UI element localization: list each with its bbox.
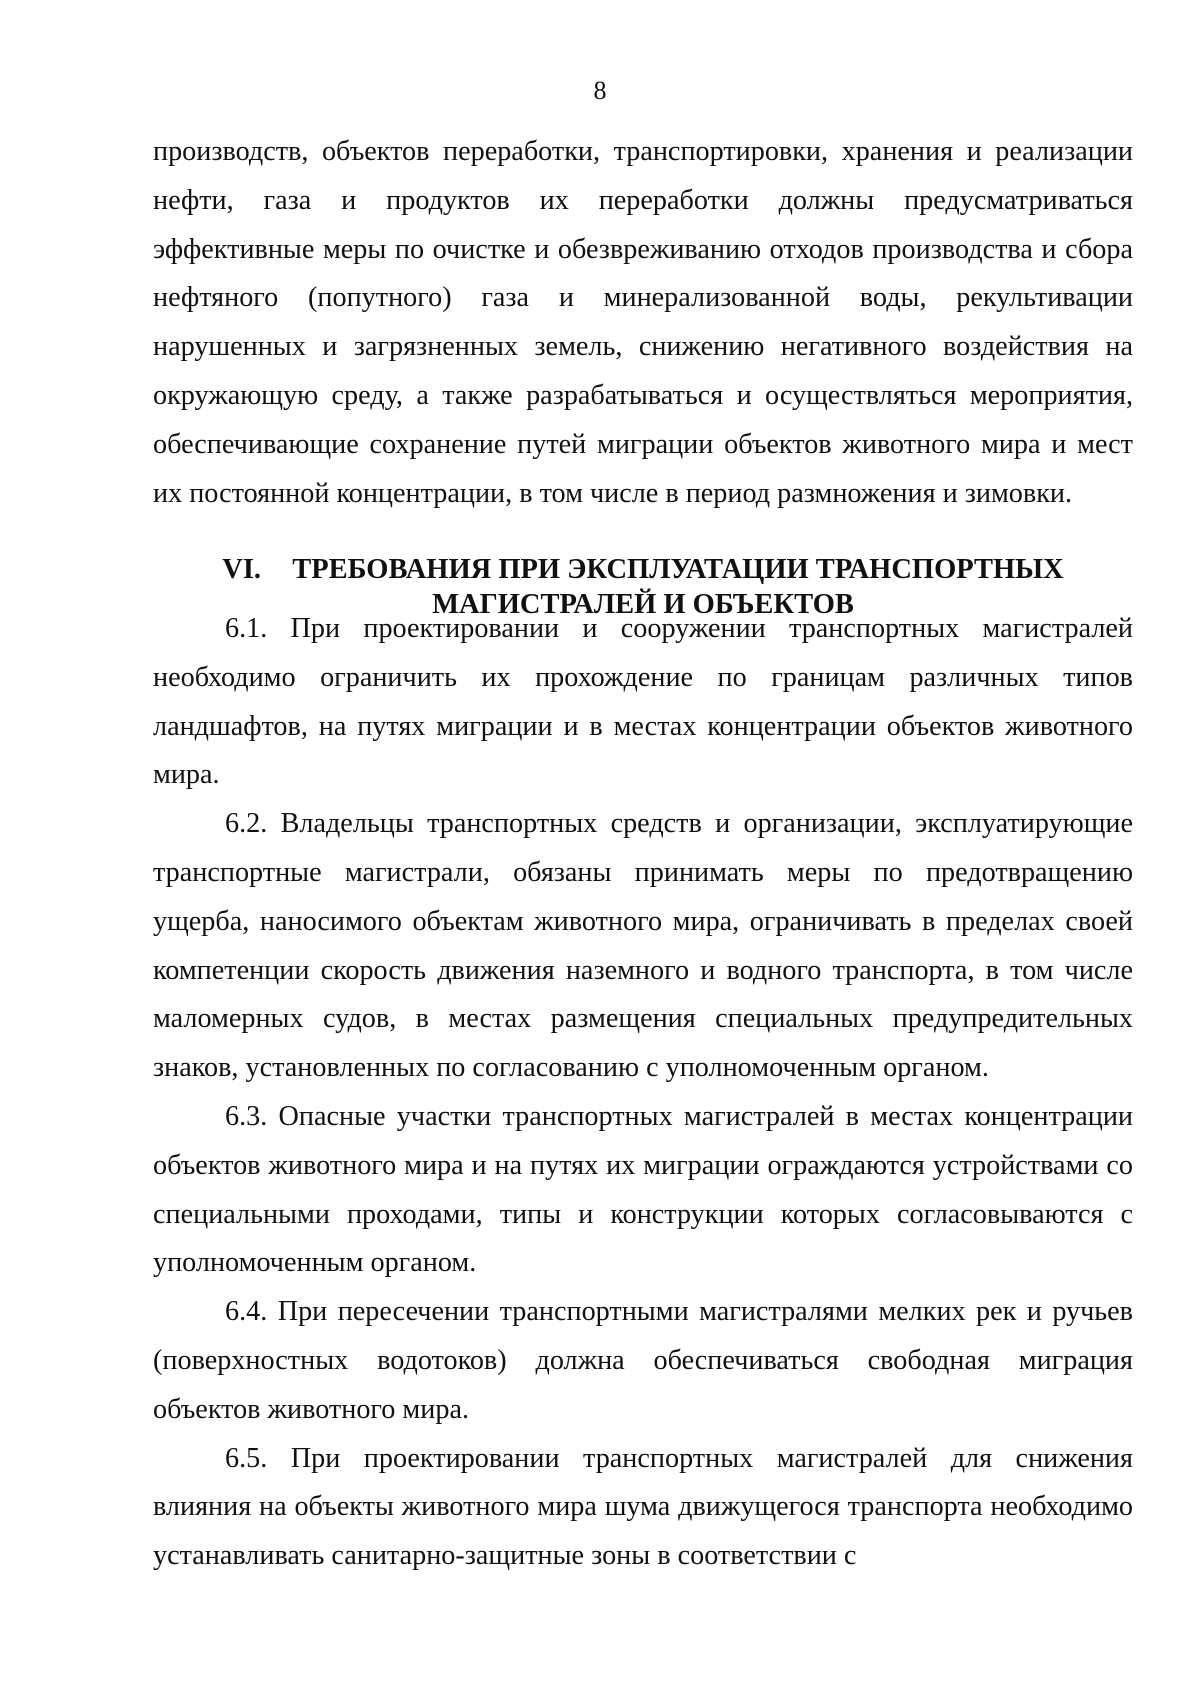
paragraph-6-1: 6.1. При проектировании и сооружении транспортных магистралей необходимо ограничить их прохождение по границам различных типов ландшафтов, на путях миграции и в местах концентрации объектов животного мира. — [153, 613, 1133, 791]
section-title-line-1: ТРЕБОВАНИЯ ПРИ ЭКСПЛУАТАЦИИ ТРАНСПОРТНЫХ — [292, 554, 1064, 585]
page-number: 8 — [593, 76, 607, 105]
section-number: VI. — [222, 554, 262, 585]
lead-paragraph: производств, объектов переработки, транспортировки, хранения и реализации нефти, газа и продуктов их переработки должны предусматриваться эффективные меры по очистке и обезвреживанию отходов производства и сбора нефтяного (попутного) газа и минерализованной воды, рекультивации нарушенных и загрязненных земель, снижению негативного воздействия на окружающую среду, а также разрабатываться и осуществляться мероприятия, обеспечивающие сохранение путей миграции объектов животного мира и мест их постоянной концентрации, в том числе в период размножения и зимовки. — [153, 136, 1133, 509]
paragraph-6-4: 6.4. При пересечении транспортными магистралями мелких рек и ручьев (поверхностных водотоков) должна обеспечиваться свободная миграция объектов животного мира. — [153, 1296, 1133, 1425]
paragraph-6-5: 6.5. При проектировании транспортных магистралей для снижения влияния на объекты животного мира шума движущегося транспорта необходимо устанавливать санитарно-защитные зоны в соответствии с — [153, 1442, 1133, 1572]
section-title-line-2: МАГИСТРАЛЕЙ И ОБЪЕКТОВ — [432, 589, 854, 620]
paragraph-6-3: 6.3. Опасные участки транспортных магистралей в местах концентрации объектов животного мира и на путях их миграции ограждаются устройствами со специальными проходами, типы и конструкции которых согласовываются с уполномоченным органом. — [153, 1100, 1133, 1279]
section-body — [153, 605, 1133, 1581]
paragraph-6-2: 6.2. Владельцы транспортных средств и организации, эксплуатирующие транспортные магистрали, обязаны принимать меры по предотвращению ущерба, наносимого объектам животного мира, ограничивать в пределах своей компетенции скорость движения наземного и водного транспорта, в том числе маломерных судов, в местах размещения специальных предупредительных знаков, установленных по согласованию с уполномоченным органом. — [153, 808, 1133, 1084]
